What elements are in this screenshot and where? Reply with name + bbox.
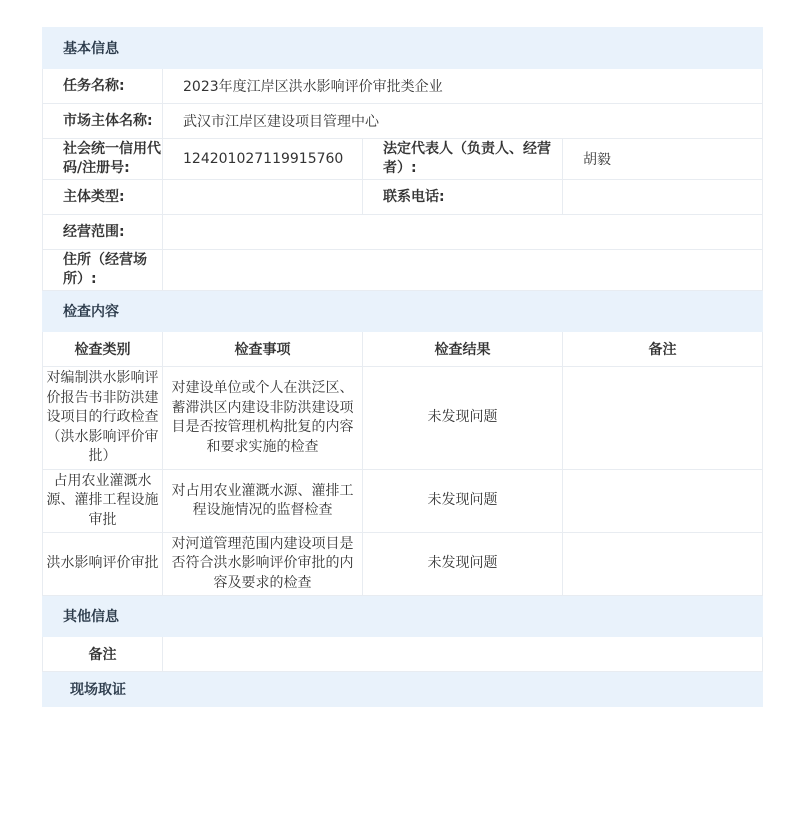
table-row: [43, 367, 763, 470]
header-note: 备注: [563, 332, 763, 367]
other-note-label: 备注: [43, 637, 163, 672]
row-business-scope: [43, 215, 763, 250]
section-title-other: 其他信息: [43, 596, 763, 637]
credit-code-value: 124201027119915760: [163, 139, 363, 180]
row-address: [43, 250, 763, 291]
check-note: [563, 533, 763, 596]
address-value: [163, 250, 763, 291]
other-note-value: [163, 637, 763, 672]
row-subject-name: [43, 104, 763, 139]
row-task-name: [43, 69, 763, 104]
section-title-evidence: 现场取证: [43, 672, 763, 707]
check-item: 对占用农业灌溉水源、灌排工程设施情况的监督检查: [163, 470, 363, 533]
subject-name-label: 市场主体名称:: [43, 104, 163, 139]
header-item: 检查事项: [163, 332, 363, 367]
row-other-note: [43, 637, 763, 672]
legal-rep-label: 法定代表人（负责人、经营者）:: [363, 139, 563, 180]
check-item: 对河道管理范围内建设项目是否符合洪水影响评价审批的内容及要求的检查: [163, 533, 363, 596]
header-result: 检查结果: [363, 332, 563, 367]
check-note: [563, 367, 763, 470]
row-type-phone: [43, 180, 763, 215]
subject-type-value: [163, 180, 363, 215]
business-scope-value: [163, 215, 763, 250]
check-item: 对建设单位或个人在洪泛区、蓄滞洪区内建设非防洪建设项目是否按管理机构批复的内容和要求实施的检查: [163, 367, 363, 470]
check-result: 未发现问题: [363, 470, 563, 533]
phone-value: [563, 180, 763, 215]
header-category: 检查类别: [43, 332, 163, 367]
table-row: [43, 470, 763, 533]
address-label: 住所（经营场所）:: [43, 250, 163, 291]
section-basic-info: [43, 28, 763, 69]
section-check-content: [43, 291, 763, 332]
task-name-value: 2023年度江岸区洪水影响评价审批类企业: [163, 69, 763, 104]
section-title-check: 检查内容: [43, 291, 763, 332]
section-other-info: [43, 596, 763, 637]
record-table: [42, 27, 763, 707]
subject-name-value: 武汉市江岸区建设项目管理中心: [163, 104, 763, 139]
check-category: 洪水影响评价审批: [43, 533, 163, 596]
phone-label: 联系电话:: [363, 180, 563, 215]
section-title-basic: 基本信息: [43, 28, 763, 69]
check-table-header: [43, 332, 763, 367]
credit-code-label: 社会统一信用代码/注册号:: [43, 139, 163, 180]
task-name-label: 任务名称:: [43, 69, 163, 104]
business-scope-label: 经营范围:: [43, 215, 163, 250]
table-row: [43, 533, 763, 596]
check-result: 未发现问题: [363, 533, 563, 596]
row-credit-legal: [43, 139, 763, 180]
check-result: 未发现问题: [363, 367, 563, 470]
legal-rep-value: 胡毅: [563, 139, 763, 180]
check-category: 占用农业灌溉水源、灌排工程设施审批: [43, 470, 163, 533]
check-note: [563, 470, 763, 533]
check-category: 对编制洪水影响评价报告书非防洪建设项目的行政检查（洪水影响评价审批）: [43, 367, 163, 470]
inspection-record: [42, 27, 762, 707]
section-evidence: [43, 672, 763, 707]
subject-type-label: 主体类型:: [43, 180, 163, 215]
